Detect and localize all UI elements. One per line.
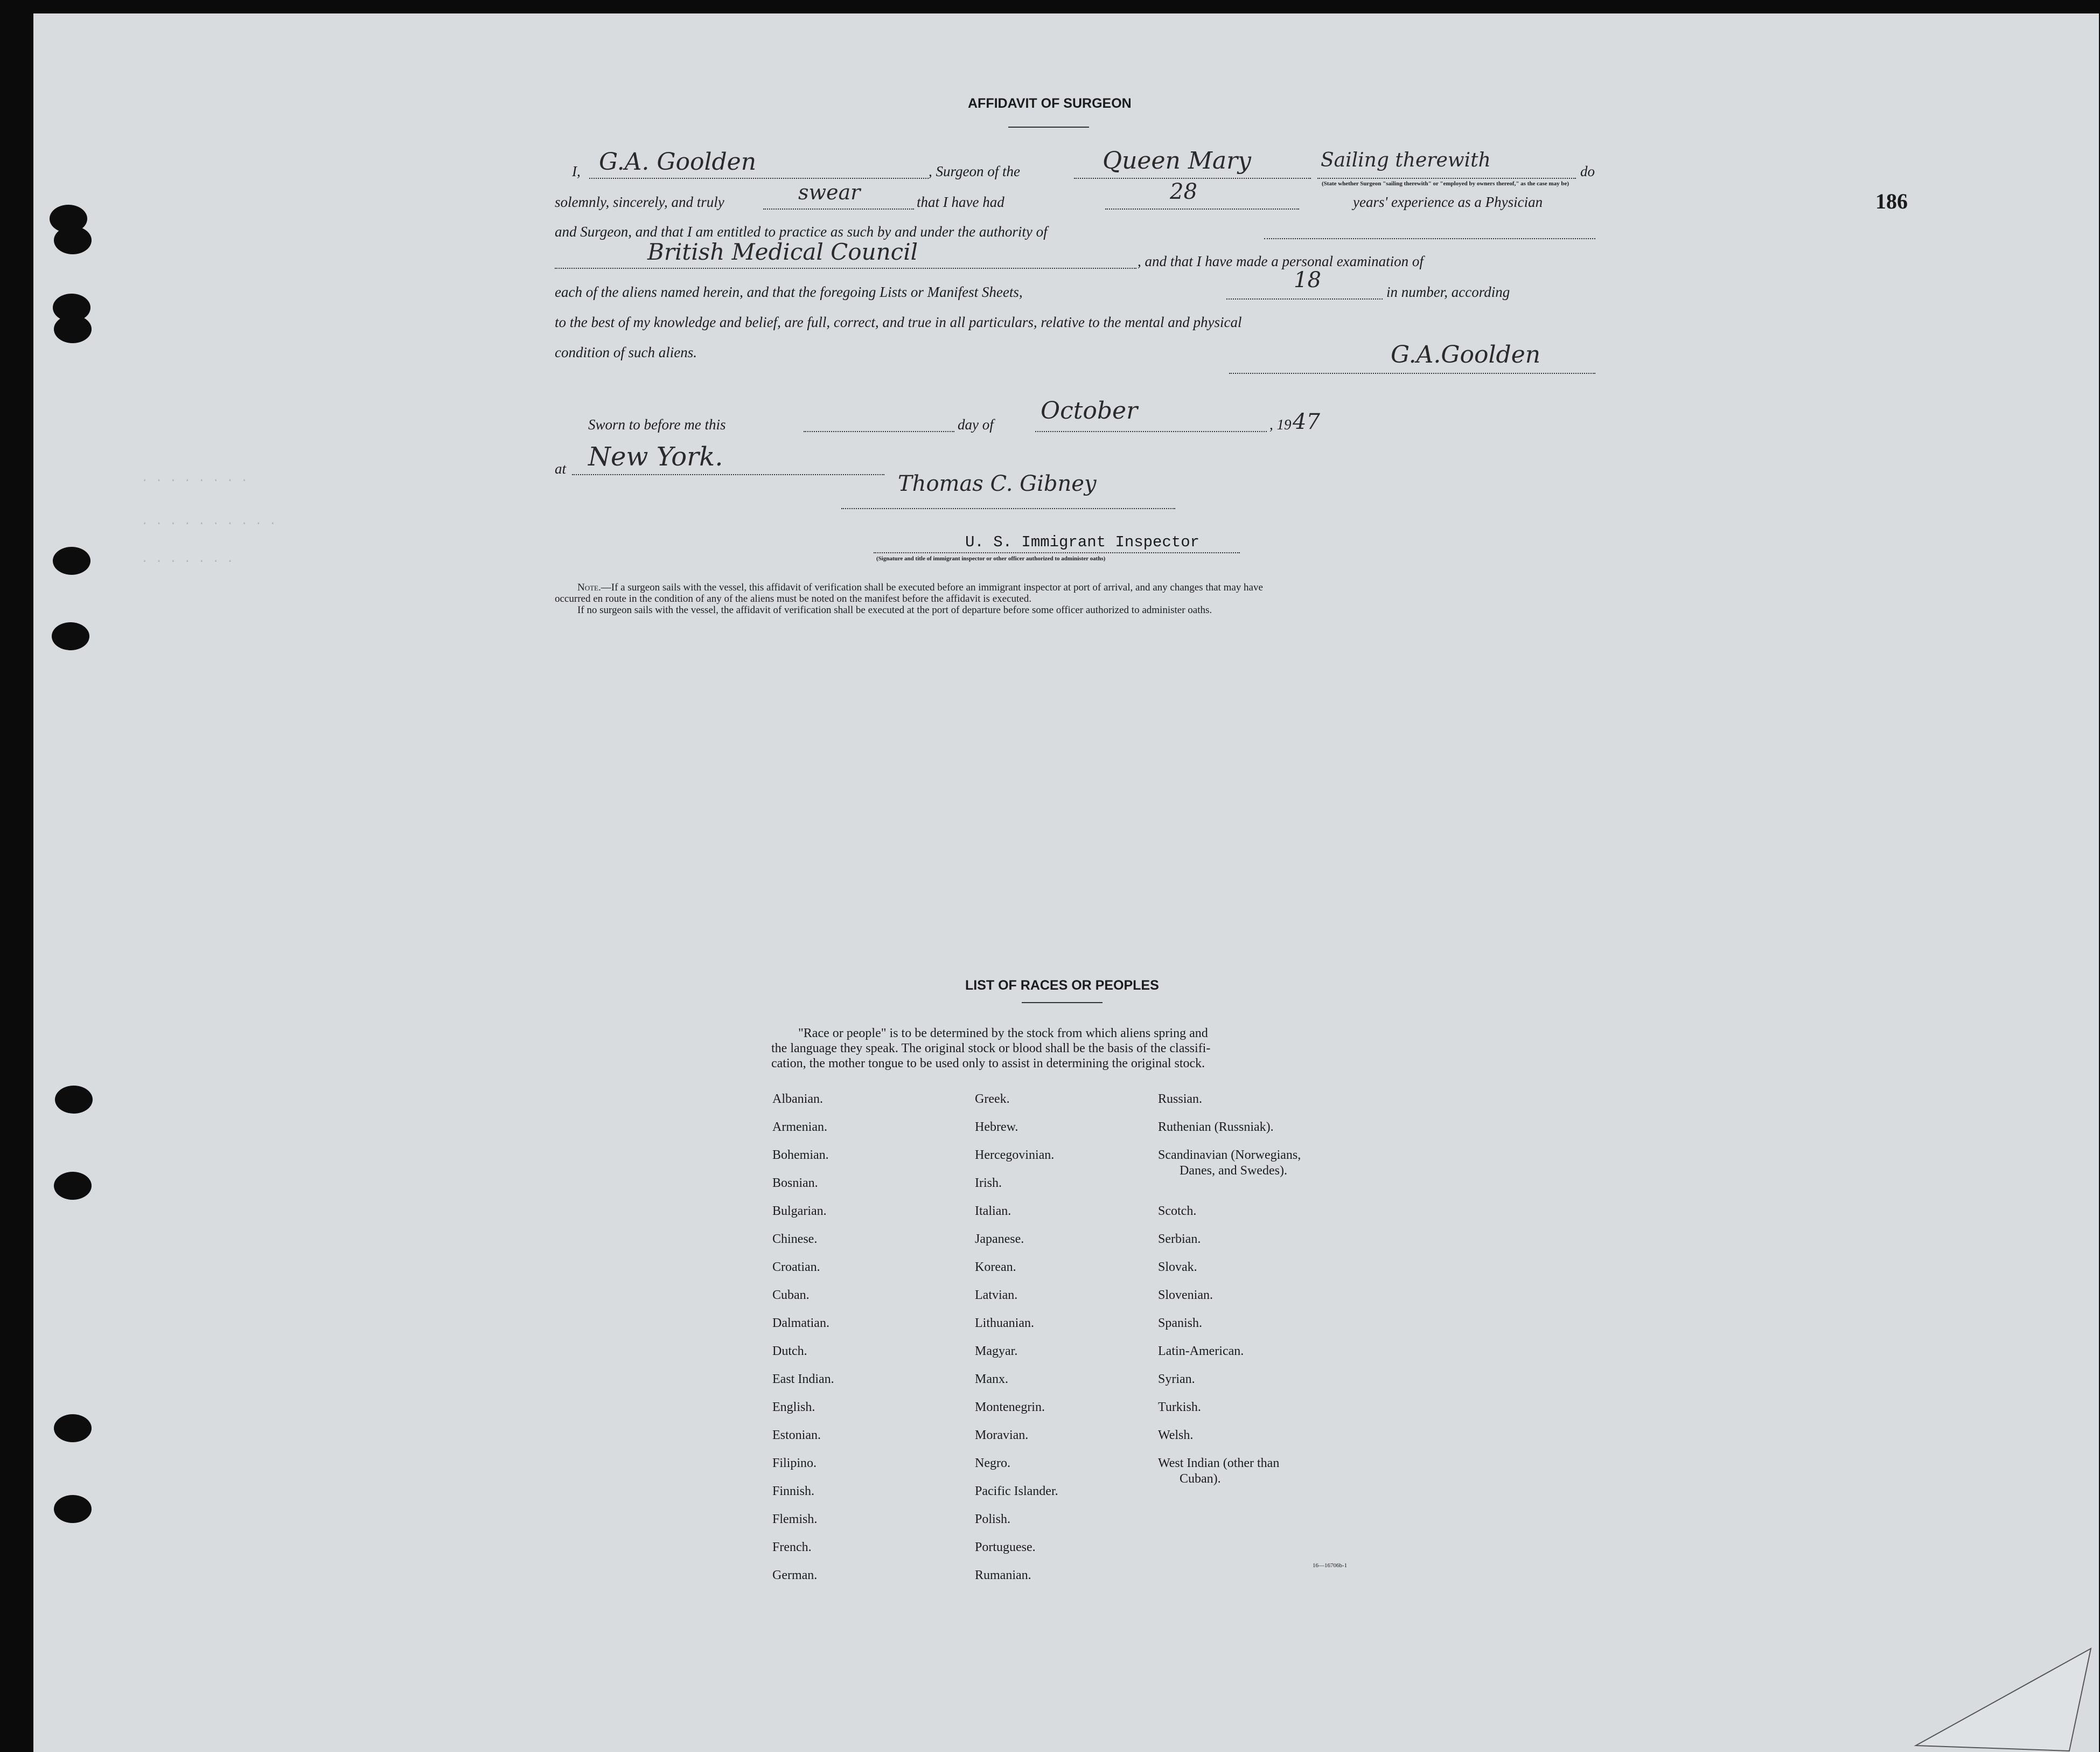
- note-second: If no surgeon sails with the vessel, the affidavit of verification shall be executed at the port of departure before some officer authorized to administer oaths.: [577, 604, 1212, 616]
- text: , Surgeon of the: [929, 163, 1020, 179]
- race-entry: Spanish.: [1158, 1316, 1203, 1330]
- years-experience: 28: [1170, 179, 1197, 204]
- race-entry: Korean.: [975, 1260, 1016, 1274]
- race-entry: Bulgarian.: [772, 1204, 827, 1218]
- race-entry: Welsh.: [1158, 1428, 1194, 1442]
- race-entry: Cuban.: [772, 1288, 810, 1302]
- race-entry: Manx.: [975, 1372, 1008, 1386]
- text: each of the aliens named herein, and that the foregoing Lists or Manifest Sheets,: [555, 284, 1023, 300]
- race-entry: Magyar.: [975, 1344, 1018, 1358]
- bleed-through-row: . . . . . . . .: [141, 471, 248, 485]
- field-line: [572, 474, 884, 475]
- race-entry: Russian.: [1158, 1092, 1203, 1106]
- text: Sworn to before me this: [588, 416, 726, 433]
- text: to the best of my knowledge and belief, are full, correct, and true in all particulars, relative to the mental and physical: [555, 314, 1242, 330]
- field-line: [1105, 208, 1299, 210]
- race-entry: Armenian.: [772, 1120, 827, 1134]
- signature-line: [841, 508, 1175, 509]
- race-entry: Scandinavian (Norwegians,: [1158, 1148, 1301, 1162]
- page-curl: [1908, 1635, 2099, 1752]
- race-entry: German.: [772, 1568, 818, 1582]
- surgeon-name: G.A. Goolden: [599, 148, 757, 176]
- race-entry: East Indian.: [772, 1372, 834, 1386]
- note-lead: Note.: [577, 582, 601, 593]
- race-entry: Lithuanian.: [975, 1316, 1034, 1330]
- bleed-through-row: . . . . . . . . . .: [141, 515, 276, 528]
- place: New York.: [588, 442, 723, 472]
- surgeon-signature: G.A.Goolden: [1391, 341, 1541, 369]
- field-line: [1317, 178, 1576, 179]
- race-entry: Negro.: [975, 1456, 1010, 1470]
- field-line: [763, 208, 914, 210]
- race-entry: Flemish.: [772, 1512, 818, 1526]
- text: condition of such aliens.: [555, 344, 697, 360]
- race-entry: Croatian.: [772, 1260, 820, 1274]
- punch-hole: [52, 622, 89, 650]
- oath: swear: [798, 180, 861, 204]
- race-entry: Polish.: [975, 1512, 1011, 1526]
- race-entry: Greek.: [975, 1092, 1010, 1106]
- punch-hole: [54, 1172, 92, 1200]
- race-entry: French.: [772, 1540, 812, 1554]
- race-entry: Dalmatian.: [772, 1316, 829, 1330]
- sailing-note: (State whether Surgeon "sailing therewith" or "employed by owners thereof," as the case may be): [1322, 180, 1569, 187]
- punch-hole: [55, 1086, 93, 1114]
- text: I,: [572, 163, 581, 179]
- punch-hole: [54, 1414, 92, 1442]
- race-entry: Slovenian.: [1158, 1288, 1213, 1302]
- field-line: [555, 268, 1136, 269]
- field-line: [1264, 238, 1595, 239]
- inspector-signature: Thomas C. Gibney: [898, 471, 1097, 496]
- field-line: [1074, 178, 1311, 179]
- race-entry: Slovak.: [1158, 1260, 1197, 1274]
- text: day of: [958, 416, 994, 433]
- document-page: [33, 13, 2099, 1752]
- race-entry: Latin-American.: [1158, 1344, 1244, 1358]
- vessel-name: Queen Mary: [1103, 147, 1251, 175]
- race-entry: Pacific Islander.: [975, 1484, 1058, 1498]
- text: , 19: [1269, 416, 1292, 433]
- race-entry: Bosnian.: [772, 1176, 818, 1190]
- field-line: [1226, 298, 1383, 300]
- text: do: [1580, 163, 1595, 179]
- sheet-count: 18: [1294, 268, 1321, 293]
- punch-hole: [54, 226, 92, 254]
- authority: British Medical Council: [647, 239, 918, 265]
- race-entry: Moravian.: [975, 1428, 1029, 1442]
- race-entry: Montenegrin.: [975, 1400, 1045, 1414]
- text: , and that I have made a personal examination of: [1138, 253, 1424, 269]
- field-line: [804, 431, 954, 432]
- bleed-through-row: . . . . . . .: [141, 552, 234, 566]
- month: October: [1041, 397, 1138, 425]
- race-entry: Hebrew.: [975, 1120, 1018, 1134]
- race-entry: Italian.: [975, 1204, 1011, 1218]
- race-entry: Finnish.: [772, 1484, 815, 1498]
- race-entry: Latvian.: [975, 1288, 1018, 1302]
- title-rule: [1022, 1002, 1103, 1003]
- field-line: [589, 178, 929, 179]
- race-entry: Rumanian.: [975, 1568, 1031, 1582]
- note: [577, 582, 1263, 594]
- race-entry: Filipino.: [772, 1456, 817, 1470]
- note-text: —If a surgeon sails with the vessel, this affidavit of verification shall be executed before an immigrant inspector at port of arrival, and any changes that may have: [601, 582, 1263, 593]
- race-entry: Serbian.: [1158, 1232, 1201, 1246]
- race-entry: Japanese.: [975, 1232, 1024, 1246]
- race-entry: Bohemian.: [772, 1148, 829, 1162]
- punch-hole: [54, 1495, 92, 1523]
- text: that I have had: [917, 194, 1004, 210]
- year: 47: [1293, 409, 1320, 434]
- race-entry: Ruthenian (Russniak).: [1158, 1120, 1274, 1134]
- races-intro-line: the language they speak. The original stock or blood shall be the basis of the classifi-: [771, 1041, 1211, 1055]
- race-entry: Chinese.: [772, 1232, 818, 1246]
- race-entry: Scotch.: [1158, 1204, 1197, 1218]
- text: years' experience as a Physician: [1353, 194, 1543, 210]
- text: at: [555, 461, 567, 477]
- race-entry: English.: [772, 1400, 815, 1414]
- field-line: [1035, 431, 1267, 432]
- race-entry: Portuguese.: [975, 1540, 1036, 1554]
- race-entry: Albanian.: [772, 1092, 823, 1106]
- page-number: 186: [1875, 189, 1908, 213]
- punch-hole: [54, 315, 92, 343]
- race-entry: Danes, and Swedes).: [1180, 1164, 1287, 1178]
- form-code: 16—16706b-1: [1313, 1562, 1348, 1569]
- race-entry: Dutch.: [772, 1344, 807, 1358]
- race-entry: Estonian.: [772, 1428, 821, 1442]
- text: and Surgeon, and that I am entitled to practice as such by and under the authority of: [555, 224, 1048, 240]
- race-entry: Syrian.: [1158, 1372, 1195, 1386]
- races-title: LIST OF RACES OR PEOPLES: [965, 978, 1159, 993]
- note-continued: occurred en route in the condition of any of the aliens must be noted on the manifest before the affidavit is executed.: [555, 593, 1031, 604]
- race-entry: Cuban).: [1180, 1472, 1221, 1486]
- race-entry: Irish.: [975, 1176, 1002, 1190]
- signature-line: [874, 552, 1240, 553]
- races-intro-line: "Race or people" is to be determined by the stock from which aliens spring and: [798, 1026, 1208, 1040]
- race-entry: Hercegovinian.: [975, 1148, 1055, 1162]
- race-entry: Turkish.: [1158, 1400, 1201, 1414]
- affidavit-title: AFFIDAVIT OF SURGEON: [968, 96, 1132, 111]
- inspector-title: U. S. Immigrant Inspector: [965, 533, 1200, 551]
- race-entry: West Indian (other than: [1158, 1456, 1280, 1470]
- signature-line: [1229, 373, 1595, 374]
- punch-hole: [53, 547, 90, 575]
- inspector-note: (Signature and title of immigrant inspector or other officer authorized to administer oaths): [876, 555, 1106, 562]
- title-rule: [1008, 127, 1089, 128]
- races-intro-line: cation, the mother tongue to be used only to assist in determining the original stock.: [771, 1056, 1205, 1070]
- text: in number, according: [1386, 284, 1510, 300]
- sailing-status: Sailing therewith: [1321, 149, 1491, 171]
- text: solemnly, sincerely, and truly: [555, 194, 724, 210]
